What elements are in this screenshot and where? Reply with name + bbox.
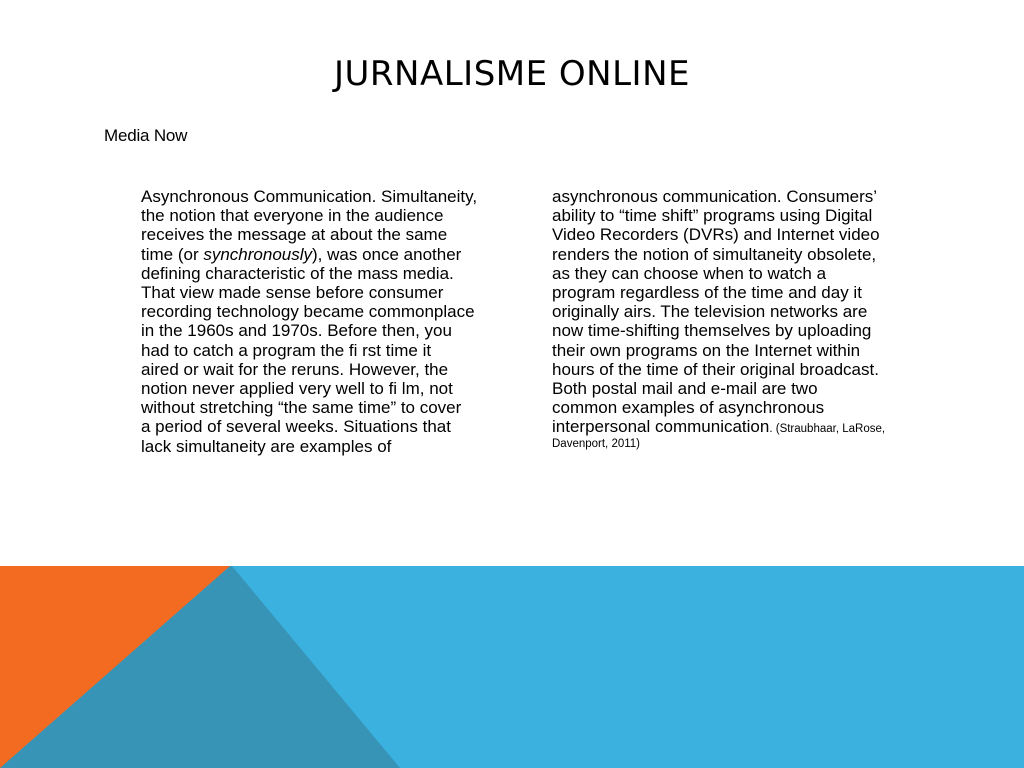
left-line-14: lack simultaneity are examples of (141, 436, 392, 456)
right-line-3: Video Recorders (DVRs) and Internet video (552, 225, 880, 245)
left-line-8: in the 1960s and 1970s. Before then, you (141, 321, 452, 341)
right-line-1: asynchronous communication. Consumers’ (552, 187, 878, 206)
footer-graphic (0, 566, 1024, 768)
left-line-9: had to catch a program the fi rst time it (141, 340, 432, 360)
right-line-7: originally airs. The television networks are (552, 302, 868, 322)
right-line-12: common examples of asynchronous (552, 398, 825, 418)
lead-term: Asynchronous Communication (141, 187, 372, 206)
left-line-4-post: ), was once another (312, 244, 462, 264)
right-line-13-text: interpersonal communication (552, 417, 770, 437)
left-line-6: That view made sense before consumer (141, 283, 444, 303)
left-line-3: receives the message at about the same (141, 225, 448, 245)
left-line-4 (141, 245, 526, 264)
left-line-13: a period of several weeks. Situations that (141, 417, 451, 437)
right-line-13 (552, 417, 932, 436)
footer-band (0, 566, 1024, 768)
right-line-8: now time-shifting themselves by uploading (552, 321, 872, 341)
slide-title: JURNALISME ONLINE (334, 54, 690, 94)
left-column (141, 187, 526, 456)
left-line-5: defining characteristic of the mass media. (141, 263, 454, 283)
left-line-11: notion never applied very well to fi lm, not (141, 379, 453, 399)
left-line-1 (141, 187, 526, 206)
left-line-12: without stretching “the same time” to cover (141, 398, 462, 418)
right-line-6: program regardless of the time and day it (552, 283, 862, 303)
subheading: Media Now (104, 126, 188, 145)
left-line-4-pre: time (or (141, 244, 204, 264)
right-line-10: hours of the time of their original broadcast. (552, 359, 879, 379)
left-line-2: the notion that everyone in the audience (141, 206, 444, 226)
right-line-4: renders the notion of simultaneity obsolete, (552, 244, 877, 264)
left-line-10: aired or wait for the reruns. However, the (141, 359, 449, 379)
right-line-11: Both postal mail and e-mail are two (552, 379, 818, 399)
left-line-1-rest: . Simultaneity, (371, 187, 478, 206)
right-column (552, 187, 932, 451)
citation-part-2: Davenport, 2011) (552, 437, 641, 450)
right-line-5: as they can choose when to watch a (552, 263, 827, 283)
left-line-4-italic: synchronously (203, 244, 313, 264)
right-line-2: ability to “time shift” programs using Digital (552, 206, 873, 226)
right-line-9: their own programs on the Internet within (552, 340, 861, 360)
citation-part-1: . (Straubhaar, LaRose, (769, 423, 886, 436)
left-line-7: recording technology became commonplace (141, 302, 475, 322)
